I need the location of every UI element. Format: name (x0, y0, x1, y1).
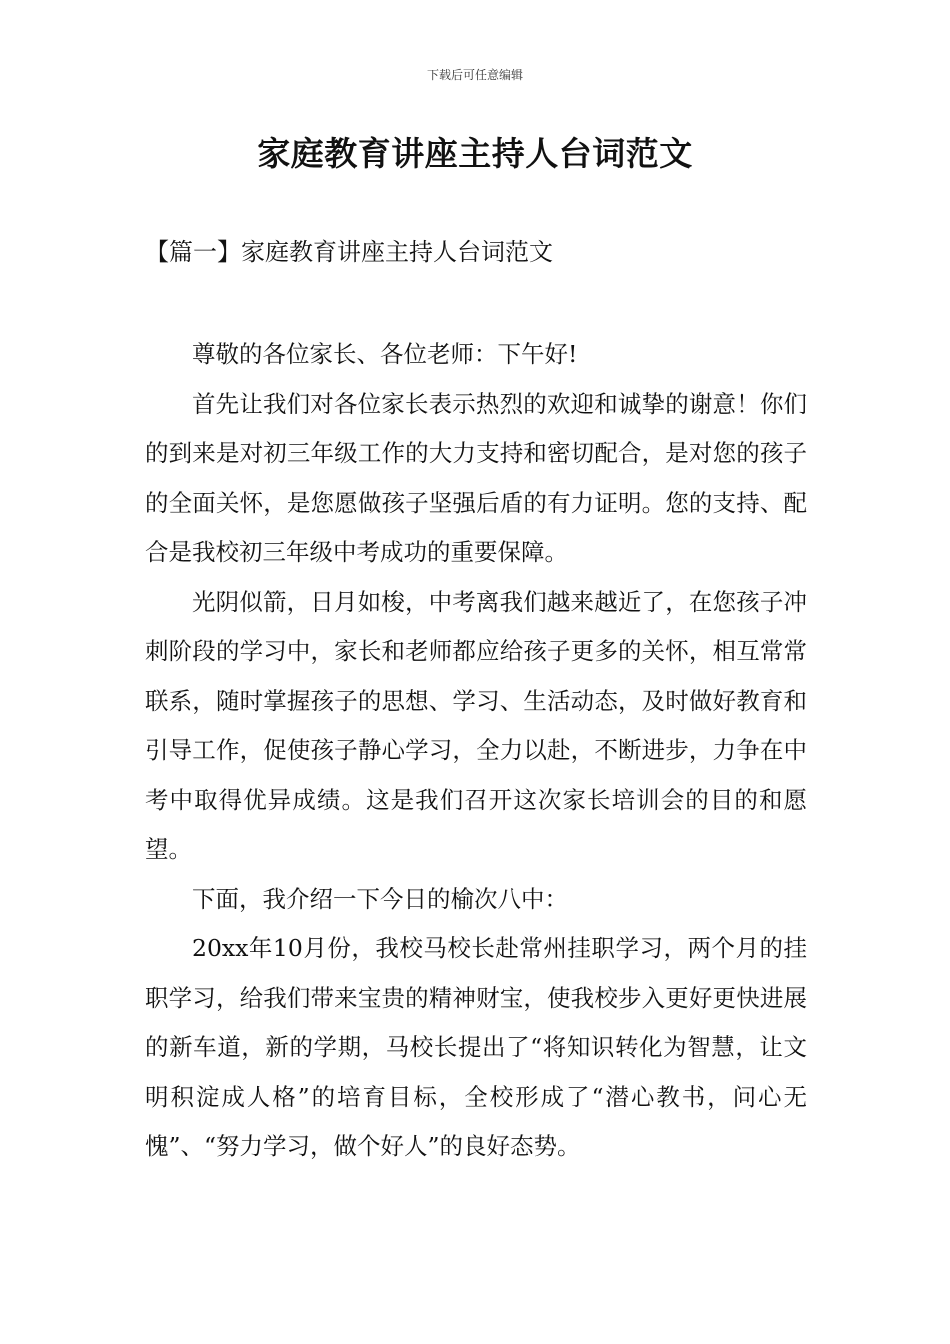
header-note: 下载后可任意编辑 (426, 68, 523, 82)
paragraph-intro: 下面，我介绍一下今日的榆次八中： (192, 884, 568, 913)
paragraph-exam: 光阴似箭，日月如梭，中考离我们越来越近了，在您孩子冲刺阶段的学习中，家长和老师都应给孩子更多的关怀，相互常常联系，随时掌握孩子的思想、学习、生活动态，及时做好教育和引导工作，促使孩子静心学习，全力以赴，不断进步，力争在中考中取得优异成绩。这是我们召开这次家长培训会的目的和愿望。 (145, 587, 807, 863)
body-text (145, 330, 807, 1172)
paragraph-greeting: 尊敬的各位家长、各位老师：下午好! (192, 340, 578, 368)
document-title: 家庭教育讲座主持人台词范文 (257, 134, 693, 173)
paragraph-welcome: 首先让我们对各位家长表示热烈的欢迎和诚挚的谢意！你们的到来是对初三年级工作的大力支持和密切配合，是对您的孩子的全面关怀，是您愿做孩子坚强后盾的有力证明。您的支持、配合是我校初三年级中考成功的重要保障。 (145, 389, 807, 566)
paragraph-school: 20xx年10月份，我校马校长赴常州挂职学习，两个月的挂职学习，给我们带来宝贵的精神财宝，使我校步入更好更快进展的新车道，新的学期，马校长提出了“将知识转化为智慧，让文明积淀成人格”的培育目标，全校形成了“潜心教书，问心无愧”、“努力学习，做个好人”的良好态势。 (145, 934, 807, 1160)
section-heading: 【篇一】家庭教育讲座主持人台词范文 (145, 238, 553, 266)
